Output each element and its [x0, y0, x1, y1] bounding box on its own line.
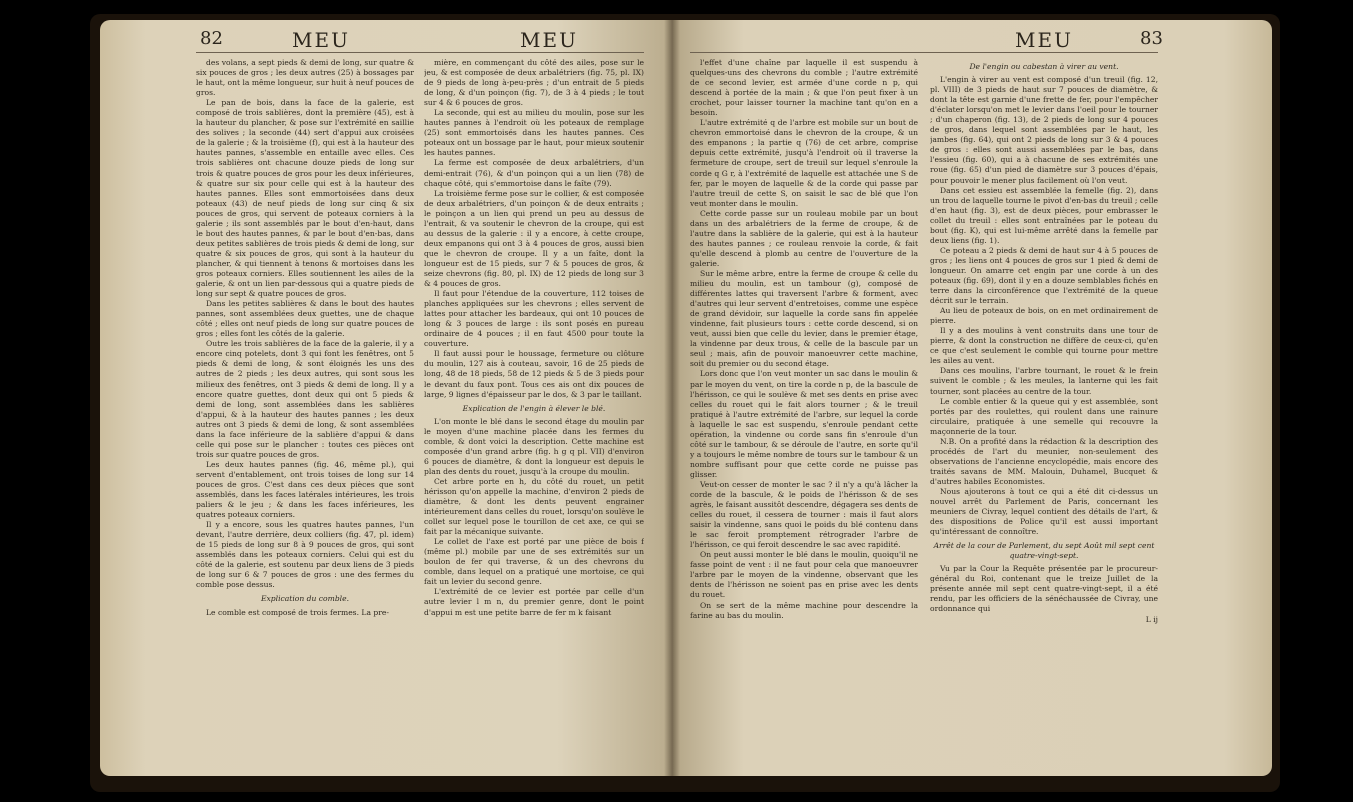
paragraph: Le pan de bois, dans la face de la galerie, est composé de trois sablières, dont la première (45), est à la hauteur du plancher, & pose sur l'extrémité en saillie des solives ; la seconde (44) sert d'appui aux croisées de la galerie ; & la troisième (f), qui est à la hauteur des hautes pannes, s'assemble en entaille avec elles. Ces trois sablières ont chacune douze pieds de long sur trois & quatre pouces de gros pour les deux inférieures, & quatre sur six pour celle qui est à la hauteur des hautes pannes. Elles sont emmortoisées dans deux poteaux (43) de neuf pieds de long sur cinq & six pouces de gros, qui servent de poteaux corniers à la galerie ; ils sont assemblés par le bout d'en-haut, dans le bout des hautes pannes, & par le bout d'en-bas, dans deux petites sablières de trois pieds & demi de long, sur quatre & six pouces de gros, qui sont à la hauteur du plancher, & qui tiennent à tenons & mortoises dans les gros poteaux corniers. Elles soutiennent les ailes de la galerie, & ont un lien par-dessous qui a quatre pieds de long sur sept & quatre pouces de gros.	[196, 98, 414, 299]
right-column-1	[690, 58, 918, 748]
paragraph: Vu par la Cour la Requête présentée par le procureur-général du Roi, contenant que le treize Juillet de la présente année mil sept cent quatre-vingt-sept, il a été rendu, par les officiers de la sénéchaussée de Civray, une ordonnance qui	[930, 564, 1158, 614]
paragraph: Lors donc que l'on veut monter un sac dans le moulin & par le moyen du vent, on tire la corde n p, de la bascule de l'hérisson, ce qui le soulève & met ses dents en prise avec celles du rouet qui le fait alors tourner ; & le treuil pratiqué à l'autre extrémité de l'arbre, sur lequel la corde à laquelle le sac est suspendu, s'enroule pendant cette opération, la vindenne ou corde sans fin s'enroule d'un côté sur le tambour, & se déroule de l'autre, en sorte qu'il y a toujours le même nombre de tours sur le tambour & un nombre suffisant pour que cette corde ne puisse pas glisser.	[690, 369, 918, 479]
paragraph: Dans les petites sablières & dans le bout des hautes pannes, sont assemblées deux guettes, une de chaque côté ; elles ont neuf pieds de long sur quatre pouces de gros ; elles font les côtés de la galerie.	[196, 299, 414, 339]
paragraph: Le collet de l'axe est porté par une pièce de bois f (même pl.) mobile par une de ses extrémités sur un boulon de fer qui traverse, & un des chevrons du comble, dans lequel on a pratiqué une mortoise, ce qui fait un levier du second genre.	[424, 537, 644, 587]
signature-mark: L ij	[1145, 614, 1158, 624]
paragraph: des volans, a sept pieds & demi de long, sur quatre & six pouces de gros ; les deux autres (25) à bossages par le haut, ont la même longueur, sur huit à neuf pouces de gros.	[196, 58, 414, 98]
arret-title: Arrêt de la cour de Parlement, du sept Août mil sept cent quatre-vingt-sept.	[933, 541, 1155, 561]
paragraph: On se sert de la même machine pour descendre la farine au bas du moulin.	[690, 600, 918, 620]
paragraph: Il y a des moulins à vent construits dans une tour de pierre, & dont la construction ne diffère de ceux-ci, qu'en ce que c'est seulement le comble qui tourne pour mettre les ailes au vent.	[930, 326, 1158, 366]
paragraph: La troisième ferme pose sur le collier, & est composée de deux arbalétriers, d'un poinçon & de deux entraits ; le poinçon a un lien qui prend un peu au dessus de l'entrait, & va soutenir le chevron de la croupe, qui est au dessus de la galerie : il y a encore, à cette croupe, deux empanons qui ont 3 à 4 pouces de gros, aussi bien que le chevron de croupe. Il y a un faîte, dont la longueur est de 15 pieds, sur 7 & 5 pouces de gros, & seize chevrons (fig. 80, pl. IX) de 12 pieds de long sur 3 & 4 pouces de gros.	[424, 188, 644, 289]
paragraph: Veut-on cesser de monter le sac ? il n'y a qu'à lâcher la corde de la bascule, & le poids de l'hérisson & de ses agrès, le faisant aussitôt descendre, dégagera ses dents de celles du rouet, il cessera de tourner : mais il faut alors saisir la vindenne, sans quoi le poids du blé contenu dans le sac feroit promptement rétrograder l'arbre de l'hérisson, ce qui feroit descendre le sac avec rapidité.	[690, 479, 918, 550]
left-page-number: 82	[200, 28, 223, 49]
section-title: Explication de l'engin à élever le blé.	[462, 403, 606, 413]
section-title: Explication du comble.	[260, 594, 350, 604]
paragraph: Cet arbre porte en h, du côté du rouet, un petit hérisson qu'on appelle la machine, d'environ 2 pieds de diamètre, & dont les dents peuvent engrainer intérieurement dans celles du rouet, lorsqu'on soulève le collet sur lequel pose le tourillon de cet axe, ce qui se fait par la mécanique suivante.	[424, 476, 644, 537]
right-header-rule	[690, 52, 1158, 53]
left-running-head-2: MEU	[520, 28, 578, 52]
paragraph: Il faut aussi pour le houssage, fermeture ou clôture du moulin, 127 ais à couteau, savoir, 16 de 25 pieds de long, 48 de 18 pieds, 58 de 12 pieds & 5 de 3 pieds pour le devant du faux pont. Tous ces ais ont dix pouces de large, 9 lignes d'épaisseur par le dos, & 3 par le taillant.	[424, 349, 644, 399]
paragraph: La seconde, qui est au milieu du moulin, pose sur les hautes pannes à l'endroit où les poteaux de remplage (25) sont emmortoisés dans les hautes pannes. Ces poteaux ont un bossage par le haut, pour mieux soutenir les hautes pannes.	[424, 108, 644, 158]
paragraph: Sur le même arbre, entre la ferme de croupe & celle du milieu du moulin, est un tambour (g), composé de différentes lattes qui traversent l'arbre & forment, avec d'autres qui leur servent d'entretoises, comme une espèce de grand dévidoir, sur laquelle la corde sans fin appelée vindenne, fait plusieurs tours : cette corde descend, si on veut, aussi bien que celle du levier, dans le premier étage, la vindenne par deux trous, & celle de la bascule par un seul ; mais, afin de pouvoir manoeuvrer cette machine, soit du premier ou du second étage.	[690, 268, 918, 369]
paragraph: La ferme est composée de deux arbalétriers, d'un demi-entrait (76), & d'un poinçon qui a un lien (78) de chaque côté, qui s'emmortoise dans le faîte (79).	[424, 158, 644, 188]
paragraph: Dans cet essieu est assemblée la femelle (fig. 2), dans un trou de laquelle tourne le pivot d'en-bas du treuil ; celle d'en haut (fig. 3), est de deux pièces, pour embrasser le collet du treuil : elles sont entraînées par le poteau du bout (fig. K), qui est lui-même arrêté dans la femelle par deux liens (fig. 1).	[930, 185, 1158, 245]
left-column-2	[424, 58, 644, 748]
paragraph: Outre les trois sablières de la face de la galerie, il y a encore cinq potelets, dont 3 qui font les fenêtres, ont 5 pieds & demi de long, & sont éloignés les uns des autres de 2 pieds ; les deux autres, qui sont sous les milieux des fenêtres, ont 3 pieds & demi de long. Il y a encore quatre guettes, dont deux qui ont 5 pieds & demi de long, sont assemblées dans les sablières d'appui, & à la hauteur des hautes pannes ; les deux autres ont 3 pieds & demi de long, & sont assemblées dans la face inférieure de la sablière d'appui & dans celle qui pose sur le plancher : toutes ces pièces ont trois sur quatre pouces de gros.	[196, 339, 414, 459]
left-header-rule	[196, 52, 644, 53]
paragraph: mière, en commençant du côté des ailes, pose sur le jeu, & est composée de deux arbalétriers (fig. 75, pl. IX) de 9 pieds de long à-peu-près ; d'un entrait de 5 pieds de long, & d'un poinçon (fig. 7), de 3 à 4 pieds ; le tout sur 4 & 6 pouces de gros.	[424, 58, 644, 108]
paragraph: L'extrémité de ce levier est portée par celle d'un autre levier l m n, du premier genre, dont le point d'appui m est une petite barre de fer m k faisant	[424, 587, 644, 617]
section-title: De l'engin ou cabestan à virer au vent.	[969, 62, 1119, 71]
paragraph: Le comble entier & la queue qui y est assemblée, sont portés par des roulettes, qui roulent dans une rainure circulaire, pratiquée à une semelle qui recouvre la maçonnerie de la tour.	[930, 396, 1158, 436]
paragraph: Cette corde passe sur un rouleau mobile par un bout dans un des arbalétriers de la ferme de croupe, & de l'autre dans la sablière de la galerie, qui est à la hauteur des hautes pannes ; ce rouleau renvoie la corde, & fait qu'elle descend à plomb au centre de l'ouverture de la galerie.	[690, 208, 918, 268]
paragraph: Le comble est composé de trois fermes. La pre-	[206, 607, 389, 617]
paragraph: Il faut pour l'étendue de la couverture, 112 toises de planches appliquées sur les chevrons ; elles servent de lattes pour attacher les bardeaux, qui ont 10 pouces de long & 3 pouces de large : ils sont posés en pureau ordinaire de 4 pouces ; il en faut 4500 pour toute la couverture.	[424, 289, 644, 349]
right-column-2	[930, 58, 1158, 748]
paragraph: Ce poteau a 2 pieds & demi de haut sur 4 à 5 pouces de gros ; les liens ont 4 pouces de gros sur 1 pied & demi de longueur. On amarre cet engin par une corde à un des poteaux (fig. 69), dont il y en a douze semblables fichés en terre dans la circonférence que l'extrémité de la queue décrit sur le terrain.	[930, 245, 1158, 306]
paragraph: l'effet d'une chaîne par laquelle il est suspendu à quelques-uns des chevrons du comble ; l'autre extrémité de ce second levier, est armée d'une corde n p, qui descend à portée de la main ; & que l'on peut fixer à un crochet, pour laisser tourner la machine tant qu'on en a besoin.	[690, 58, 918, 118]
right-running-head: MEU	[1015, 28, 1073, 52]
paragraph: Il y a encore, sous les quatres hautes pannes, l'un devant, l'autre derrière, deux colliers (fig. 47, pl. idem) de 15 pieds de long sur 8 à 9 pouces de gros, qui sont assemblés dans les poteaux corniers. Celui qui est du côté de la galerie, est soutenu par deux liens de 3 pieds de long sur 6 & 7 pouces de gros : une des fermes du comble pose dessus.	[196, 520, 414, 590]
paragraph: Dans ces moulins, l'arbre tournant, le rouet & le frein suivent le comble ; & les meules, la lanterne qui les fait tourner, sont placées au centre de la tour.	[930, 366, 1158, 396]
paragraph: L'on monte le blé dans le second étage du moulin par le moyen d'une machine placée dans les fermes du comble, & dont voici la description. Cette machine est composée d'un grand arbre (fig. h g q pl. VII) d'environ 6 pouces de diamètre, & dont la longueur est depuis le plan des dents du rouet, jusqu'à la croupe du moulin.	[424, 416, 644, 476]
paragraph: L'autre extrémité q de l'arbre est mobile sur un bout de chevron emmortoisé dans le chevron de la croupe, & un des empanons ; la partie q (76) de cet arbre, comprise depuis cette extrémité, jusqu'à l'endroit où il traverse la fermeture de croupe, sert de treuil sur lequel s'enroule la corde q G r, à l'extrémité de laquelle est attachée une S de fer, par le moyen de laquelle & de la corde qui passe par l'autre treuil de cette S, on saisit le sac de blé que l'on veut monter dans le moulin.	[690, 118, 918, 208]
paragraph: L'engin à virer au vent est composé d'un treuil (fig. 12, pl. VIII) de 3 pieds de haut sur 7 pouces de diamètre, & dont la tête est garnie d'une frette de fer, pour l'empêcher d'éclater lorsqu'on met le levier dans l'oeil pour le tourner ; d'un chaperon (fig. 13), de 2 pieds de long sur 4 pouces de gros, dans lequel sont assemblées par le haut, les jambes (fig. 64), qui ont 2 pieds de long sur 3 & 4 pouces de gros : elles sont aussi assemblées par le bas, dans l'essieu (fig. 60), qui a à chacune de ses extrémités une roue (fig. 65) d'un pied de diamètre sur 3 pouces d'épais, pour pouvoir le mener plus facilement où l'on veut.	[930, 75, 1158, 185]
left-running-head: MEU	[292, 28, 350, 52]
paragraph: Nous ajouterons à tout ce qui a été dit ci-dessus un nouvel arrêt du Parlement de Paris, concernant les meuniers de Civray, lequel contient des détails de l'art, & des dispositions de Police qu'il est aussi important qu'intéressant de connoître.	[930, 486, 1158, 537]
book-gutter	[664, 20, 680, 776]
paragraph: Les deux hautes pannes (fig. 46, même pl.), qui servent d'entablement, ont trois toises de long sur 14 pouces de gros. C'est dans ces deux pièces que sont assemblés, dans les faces latérales intérieures, les trois paliers & le jeu ; & dans les faces inférieures, les quatres poteaux corniers.	[196, 459, 414, 520]
paragraph: Au lieu de poteaux de bois, on en met ordinairement de pierre.	[930, 306, 1158, 326]
paragraph: N.B. On a profité dans la rédaction & la description des procédés de l'art du meunier, non-seulement des observations de l'ancienne encyclopédie, mais encore des traités savans de MM. Malouin, Duhamel, Bucquet & d'autres habiles Economistes.	[930, 436, 1158, 486]
left-column-1	[196, 58, 414, 748]
paragraph: On peut aussi monter le blé dans le moulin, quoiqu'il ne fasse point de vent : il ne faut pour cela que manoeuvrer l'arbre par le moyen de la vindenne, observant que les dents de l'hérisson ne soient pas en prise avec les dents du rouet.	[690, 550, 918, 600]
right-page-number: 83	[1140, 28, 1163, 49]
